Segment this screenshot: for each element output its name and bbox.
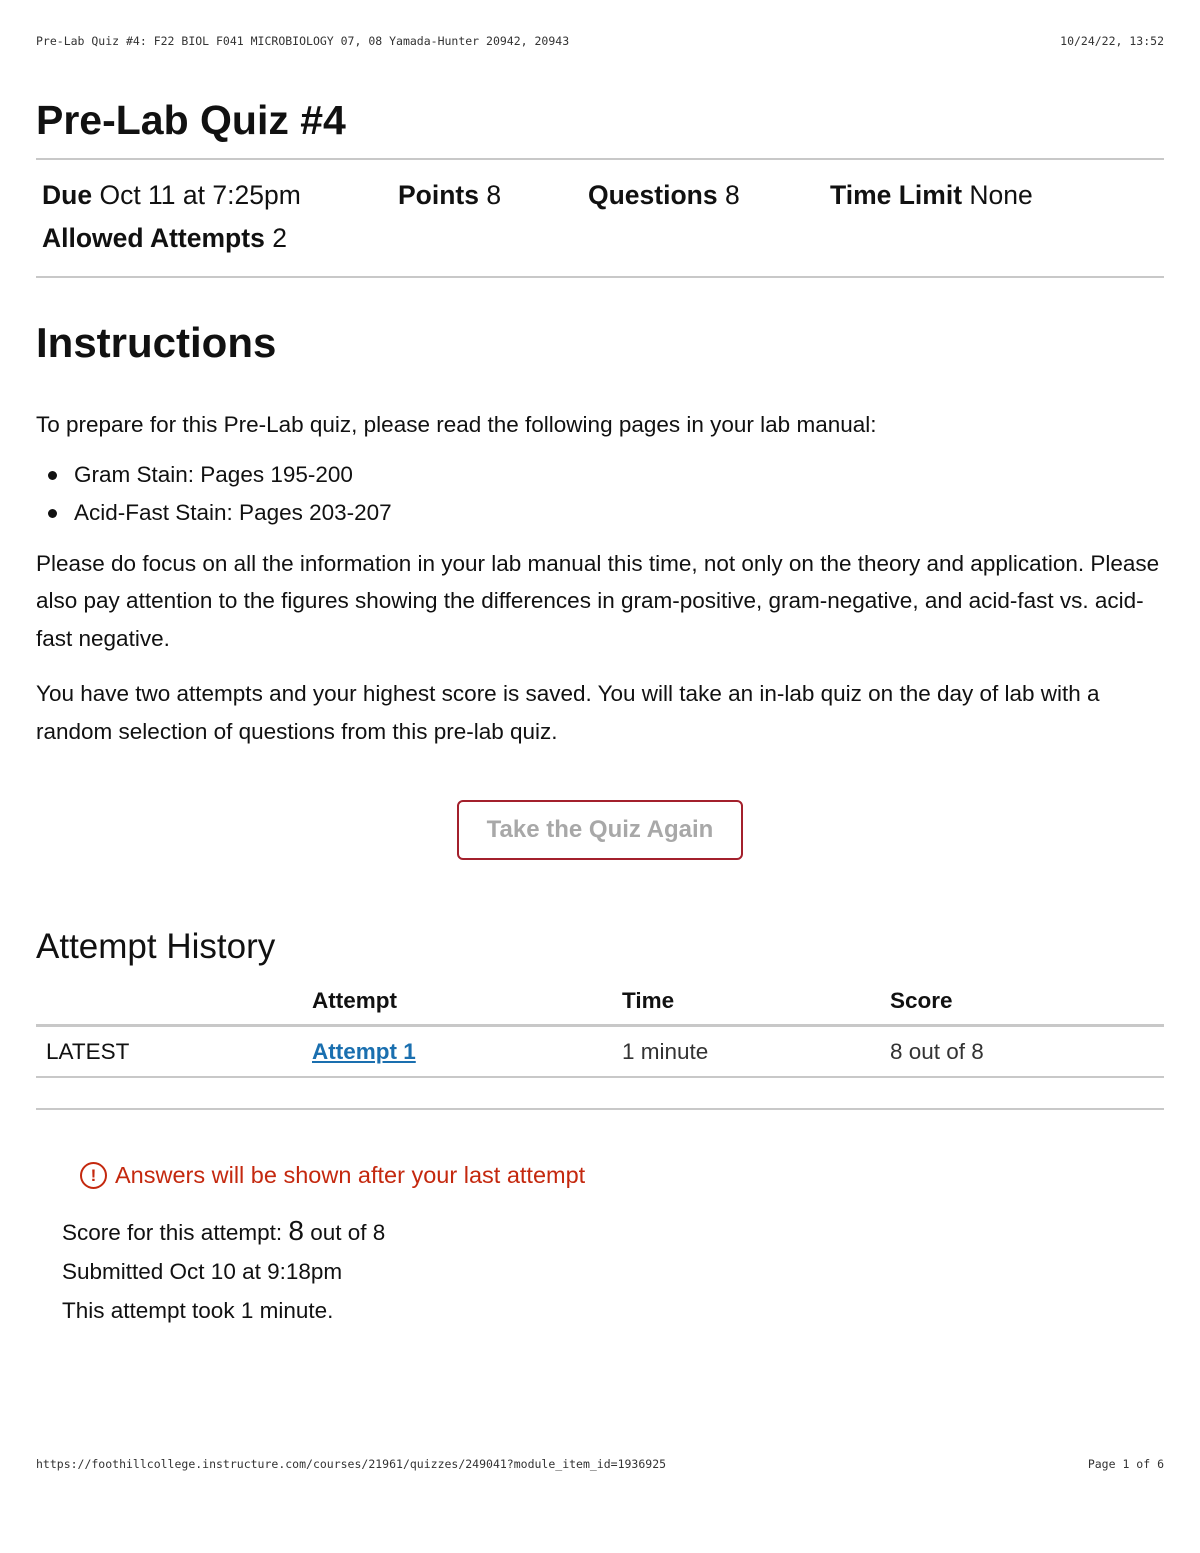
list-item: Gram Stain: Pages 195-200 <box>36 456 1164 495</box>
allowed-attempts <box>42 217 287 260</box>
attempt-summary <box>62 1211 1164 1330</box>
take-quiz-again-button[interactable]: Take the Quiz Again <box>457 800 743 860</box>
score-prefix: Score for this attempt: <box>62 1220 283 1245</box>
score-line <box>62 1211 1164 1252</box>
attempts-value: 2 <box>272 223 287 253</box>
due-label: Due <box>42 180 93 210</box>
points-value: 8 <box>486 180 502 210</box>
list-item: Acid-Fast Stain: Pages 203-207 <box>36 494 1164 533</box>
attempt-history-heading: Attempt History <box>36 927 276 966</box>
score-value: 8 <box>288 1215 304 1246</box>
reading-list <box>36 456 1164 533</box>
column-header <box>36 984 312 1026</box>
due-value: Oct 11 at 7:25pm <box>99 180 301 210</box>
points <box>398 174 588 217</box>
table-row <box>36 1026 1164 1078</box>
due-date <box>42 174 398 217</box>
submitted-line: Submitted Oct 10 at 9:18pm <box>62 1259 343 1284</box>
time-limit-value: None <box>969 180 1033 210</box>
time-limit-label: Time Limit <box>830 180 963 210</box>
notice-text: Answers will be shown after your last attempt <box>115 1162 586 1188</box>
quiz-content <box>36 92 1164 1330</box>
duration-line: This attempt took 1 minute. <box>62 1298 334 1323</box>
attempt-link[interactable]: Attempt 1 <box>312 1038 416 1064</box>
divider <box>36 276 1164 278</box>
print-footer <box>36 1457 1164 1471</box>
print-header-title: Pre-Lab Quiz #4: F22 BIOL F041 MICROBIOLOGY 07, 08 Yamada-Hunter 20942, 20943 <box>36 34 570 48</box>
latest-label: LATEST <box>36 1026 312 1078</box>
print-footer-page: Page 1 of 6 <box>1087 1457 1164 1471</box>
column-header: Attempt <box>312 984 622 1026</box>
score-suffix: out of 8 <box>310 1220 386 1245</box>
column-header: Score <box>890 984 1164 1026</box>
attempts-label: Allowed Attempts <box>42 223 265 253</box>
instructions-paragraph: Please do focus on all the information in your lab manual this time, not only on the theory and application. Please also pay attention to the figures showing the differences in gram-positive, gram-negative, and acid-fast vs. acid-fast negative. <box>36 550 1160 651</box>
print-footer-url: https://foothillcollege.instructure.com/courses/21961/quizzes/249041?module_item_id=1936925 <box>36 1457 667 1471</box>
answers-notice <box>80 1162 1164 1189</box>
instructions-heading: Instructions <box>36 319 277 366</box>
print-header-datetime: 10/24/22, 13:52 <box>1060 34 1164 48</box>
time-limit <box>830 174 1033 217</box>
divider <box>36 1108 1164 1110</box>
quiz-details <box>36 160 1164 276</box>
instructions-intro: To prepare for this Pre-Lab quiz, please read the following pages in your lab manual: <box>36 412 877 437</box>
table-header-row <box>36 984 1164 1026</box>
questions-label: Questions <box>588 180 718 210</box>
attempt-time: 1 minute <box>622 1026 890 1078</box>
warning-circle-icon: ! <box>80 1162 107 1189</box>
column-header: Time <box>622 984 890 1026</box>
questions-value: 8 <box>724 180 740 210</box>
questions-count <box>588 174 830 217</box>
page-title: Pre-Lab Quiz #4 <box>36 97 346 143</box>
attempt-score: 8 out of 8 <box>890 1026 1164 1078</box>
attempt-history-table <box>36 984 1164 1078</box>
print-header <box>36 34 1164 48</box>
instructions-paragraph: You have two attempts and your highest score is saved. You will take an in-lab quiz on the day of lab with a random selection of questions from this pre-lab quiz. <box>36 681 1100 744</box>
points-label: Points <box>398 180 479 210</box>
